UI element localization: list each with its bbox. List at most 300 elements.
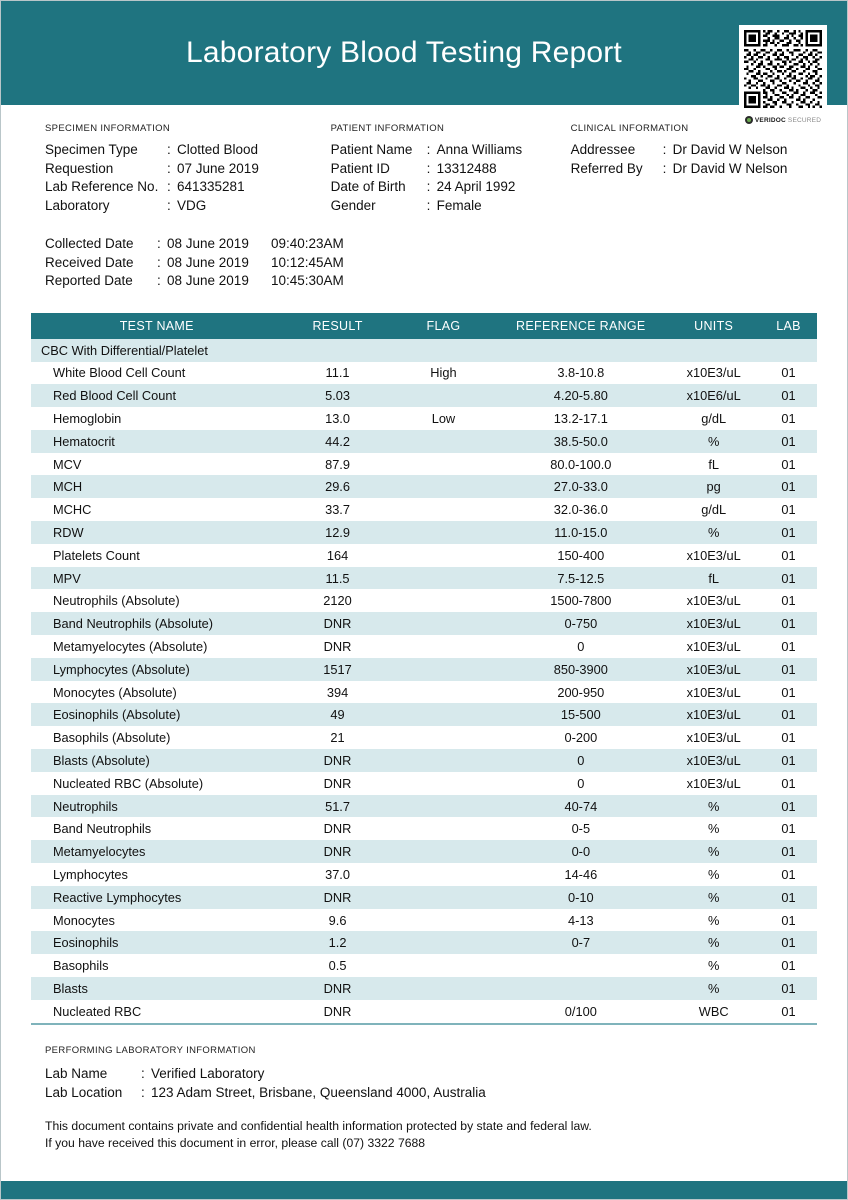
cell-flag	[393, 658, 495, 681]
cell-reference-range: 80.0-100.0	[550, 456, 612, 472]
table-row	[31, 931, 817, 954]
patient-id-row	[331, 160, 571, 179]
cell-reference-range: 0-7	[494, 931, 667, 954]
cell-flag	[393, 703, 495, 726]
cell-test-name: Monocytes	[53, 912, 115, 928]
cell-flag	[393, 430, 495, 453]
column-header-test-name[interactable]: TEST NAME	[31, 313, 283, 339]
date-of-birth-value: 24 April 1992	[436, 179, 516, 194]
cell-result: 51.7	[283, 795, 393, 818]
table-row	[31, 498, 817, 521]
table-row	[31, 475, 817, 498]
reported-date-value	[167, 272, 344, 291]
cell-lab: 01	[781, 410, 796, 426]
table-row	[31, 886, 817, 909]
cell-result: 5.03	[283, 384, 393, 407]
cell-flag	[393, 954, 495, 977]
received-date-row	[45, 254, 803, 273]
table-row	[31, 840, 817, 863]
cell-result: DNR	[283, 612, 393, 635]
cell-reference-range: 15-500	[494, 703, 667, 726]
cell-result: 11.1	[325, 365, 350, 381]
cell-reference-range: 200-950	[557, 684, 605, 700]
table-row	[31, 1000, 817, 1023]
cell-units: %	[667, 521, 760, 544]
cell-units: x10E3/uL	[667, 703, 760, 726]
cell-flag	[393, 726, 495, 749]
laboratory-value: VDG	[177, 197, 207, 213]
colon-separator: :	[167, 160, 171, 176]
cell-test-name: Monocytes (Absolute)	[53, 684, 177, 700]
table-row	[31, 681, 817, 704]
cell-flag	[393, 977, 495, 1000]
cell-units: x10E3/uL	[667, 749, 760, 772]
cell-units: g/dL	[701, 502, 727, 518]
table-row	[31, 453, 817, 476]
cell-reference-range: 850-3900	[494, 658, 667, 681]
cell-reference-range: 38.5-50.0	[494, 430, 667, 453]
cell-units: %	[667, 840, 760, 863]
cell-result: DNR	[283, 749, 393, 772]
cell-result: DNR	[323, 638, 352, 654]
cell-result: 164	[326, 547, 349, 563]
reported-date-key: Reported Date	[45, 273, 133, 288]
cell-test-name: Lymphocytes	[53, 866, 128, 882]
column-header-units[interactable]: UNITS	[667, 313, 760, 339]
cell-lab: 01	[760, 795, 817, 818]
patient-information-block	[331, 123, 571, 215]
collected-date-value	[167, 235, 344, 254]
cell-units: fL	[708, 456, 719, 472]
colon-separator: :	[426, 142, 431, 157]
report-header	[1, 1, 847, 124]
cell-reference-range	[494, 977, 667, 1000]
cell-lab: 01	[760, 384, 817, 407]
laboratory-key: Laboratory	[45, 197, 110, 213]
cell-test-name: Eosinophils	[31, 931, 283, 954]
cell-result: 394	[326, 684, 349, 700]
results-header-row	[31, 313, 817, 339]
cell-flag	[393, 384, 495, 407]
clinical-information-label: CLINICAL INFORMATION	[570, 123, 689, 134]
gender-key: Gender	[330, 197, 376, 213]
date-of-birth-key: Date of Birth	[330, 179, 406, 194]
table-row	[31, 863, 817, 886]
patient-id-key: Patient ID	[330, 160, 390, 176]
cell-flag	[393, 589, 495, 612]
cell-units: x10E3/uL	[667, 658, 760, 681]
cell-test-name: Lymphocytes (Absolute)	[31, 658, 283, 681]
disclaimer-line-2: If you have received this document in error, please call (07) 3322 7688	[45, 1135, 426, 1150]
cell-result: 1517	[283, 658, 393, 681]
cell-result: DNR	[323, 775, 352, 791]
cell-reference-range	[494, 954, 667, 977]
cell-lab: 01	[781, 730, 796, 746]
cell-units: x10E3/uL	[686, 775, 741, 791]
cell-units: x10E3/uL	[686, 684, 741, 700]
gender-row	[331, 197, 571, 216]
cell-test-name: Eosinophils (Absolute)	[31, 703, 283, 726]
cell-lab: 01	[760, 703, 817, 726]
results-table-wrap	[1, 313, 847, 1025]
cell-test-name: Blasts (Absolute)	[31, 749, 283, 772]
cell-reference-range: 32.0-36.0	[553, 502, 608, 518]
cell-reference-range: 0	[577, 775, 585, 791]
qr-code-svg	[744, 30, 822, 108]
cell-units: x10E3/uL	[686, 730, 741, 746]
cell-lab: 01	[760, 840, 817, 863]
cell-units: %	[667, 795, 760, 818]
cell-test-name: MCHC	[53, 502, 92, 518]
cell-lab: 01	[760, 567, 817, 590]
cell-test-name: Metamyelocytes (Absolute)	[53, 638, 208, 654]
addressee-key: Addressee	[570, 142, 636, 157]
cell-reference-range: 0	[494, 749, 667, 772]
cell-test-name: Metamyelocytes	[31, 840, 283, 863]
column-header-result[interactable]: RESULT	[283, 313, 393, 339]
cell-lab: 01	[781, 593, 796, 609]
cell-reference-range: 27.0-33.0	[494, 475, 667, 498]
gender-value: Female	[436, 197, 482, 213]
veridoc-brand-text: VERIDOC	[754, 116, 786, 124]
cell-result: 87.9	[325, 456, 350, 472]
cell-lab: 01	[760, 475, 817, 498]
cell-reference-range: 40-74	[494, 795, 667, 818]
cell-units: fL	[667, 567, 760, 590]
colon-separator: :	[157, 273, 161, 288]
cell-test-name: Basophils (Absolute)	[53, 730, 171, 746]
cell-reference-range: 14-46	[564, 866, 598, 882]
patient-information-label: PATIENT INFORMATION	[330, 123, 445, 134]
cell-reference-range: 11.0-15.0	[494, 521, 667, 544]
cell-lab: 01	[781, 365, 796, 381]
cell-test-name: MPV	[31, 567, 283, 590]
cell-result: 12.9	[283, 521, 393, 544]
veridoc-logo-icon	[745, 116, 753, 124]
cell-flag	[393, 521, 495, 544]
colon-separator: :	[426, 160, 431, 176]
cell-lab: 01	[781, 821, 796, 837]
clinical-information-block	[571, 123, 803, 215]
specimen-information-block	[45, 123, 331, 215]
column-header-flag[interactable]: FLAG	[393, 313, 495, 339]
specimen-type-row	[45, 141, 331, 160]
results-table-head	[31, 313, 817, 339]
cell-result: 33.7	[325, 502, 350, 518]
cell-lab: 01	[781, 456, 796, 472]
cell-test-name: Band Neutrophils	[53, 821, 152, 837]
cell-flag	[393, 544, 495, 567]
performing-laboratory-label: PERFORMING LABORATORY INFORMATION	[45, 1044, 256, 1056]
cell-units: x10E3/uL	[667, 612, 760, 635]
table-row	[31, 658, 817, 681]
cell-reference-range: 4-13	[568, 912, 594, 928]
cell-test-name: RDW	[31, 521, 283, 544]
cell-flag	[393, 475, 495, 498]
collected-date-row	[45, 235, 803, 254]
lab-name-row	[45, 1064, 803, 1083]
cell-flag: Low	[431, 410, 456, 426]
cell-reference-range: 0-10	[494, 886, 667, 909]
information-columns	[45, 123, 803, 215]
colon-separator: :	[167, 179, 171, 194]
table-row	[31, 817, 817, 840]
qr-code-icon[interactable]	[739, 25, 827, 113]
referred-by-value: Dr David W Nelson	[672, 160, 788, 176]
cell-flag	[393, 909, 495, 932]
table-row	[31, 954, 817, 977]
cell-lab: 01	[760, 612, 817, 635]
cell-units: x10E6/uL	[667, 384, 760, 407]
cell-result: 0.5	[328, 958, 347, 974]
cell-reference-range: 150-400	[557, 547, 605, 563]
cell-flag	[393, 498, 495, 521]
cell-test-name: Nucleated RBC	[53, 1003, 142, 1019]
cell-test-name: Blasts	[31, 977, 283, 1000]
date-of-birth-row	[331, 178, 571, 197]
cell-units: pg	[667, 475, 760, 498]
cell-test-name: Hematocrit	[31, 430, 283, 453]
cell-test-name: Red Blood Cell Count	[31, 384, 283, 407]
cell-flag	[393, 749, 495, 772]
table-row	[31, 772, 817, 795]
cell-flag	[393, 453, 495, 476]
cell-result: 1.2	[283, 931, 393, 954]
colon-separator: :	[157, 236, 161, 251]
patient-name-value: Anna Williams	[436, 142, 523, 157]
table-row	[31, 430, 817, 453]
column-header-reference-range[interactable]: REFERENCE RANGE	[494, 313, 667, 339]
specimen-information-label: SPECIMEN INFORMATION	[45, 123, 171, 134]
cell-units: x10E3/uL	[686, 593, 741, 609]
patient-name-key: Patient Name	[330, 142, 413, 157]
table-row	[31, 749, 817, 772]
colon-separator: :	[167, 197, 171, 213]
disclaimer-block	[45, 1118, 803, 1152]
cell-result: DNR	[283, 840, 393, 863]
cell-result: DNR	[283, 977, 393, 1000]
received-date-value	[167, 254, 344, 273]
colon-separator: :	[157, 254, 161, 270]
received-date-key: Received Date	[45, 254, 134, 270]
cell-lab: 01	[781, 866, 796, 882]
cell-result: 13.0	[325, 410, 350, 426]
reported-date-day: 08 June 2019	[167, 273, 249, 288]
cell-test-name: MCV	[53, 456, 82, 472]
table-row	[31, 612, 817, 635]
cell-lab: 01	[760, 886, 817, 909]
cell-lab: 01	[760, 977, 817, 1000]
requestion-row	[45, 160, 331, 179]
cell-lab: 01	[781, 547, 796, 563]
cell-result: 9.6	[328, 912, 347, 928]
collected-date-key: Collected Date	[45, 236, 134, 251]
cell-units: %	[707, 912, 720, 928]
cell-flag	[393, 1000, 495, 1023]
cell-result: 21	[330, 730, 345, 746]
cell-flag	[393, 817, 495, 840]
reported-date-time: 10:45:30AM	[271, 273, 344, 288]
cell-lab: 01	[781, 958, 796, 974]
table-row	[31, 544, 817, 567]
qr-code-block	[737, 25, 829, 124]
cell-test-name: Neutrophils	[31, 795, 283, 818]
table-row	[31, 703, 817, 726]
cell-units: x10E3/uL	[686, 365, 741, 381]
dates-block	[45, 235, 803, 291]
cell-result: DNR	[283, 886, 393, 909]
table-row	[31, 567, 817, 590]
table-row	[31, 909, 817, 932]
cell-reference-range: 3.8-10.8	[557, 365, 605, 381]
cell-result: 37.0	[325, 866, 350, 882]
requestion-value: 07 June 2019	[177, 160, 259, 176]
received-date-day: 08 June 2019	[167, 254, 249, 270]
cell-test-name: MCH	[31, 475, 283, 498]
lab-reference-no-value: 641335281	[177, 179, 245, 194]
cell-units: x10E3/uL	[686, 547, 741, 563]
cell-lab: 01	[781, 638, 796, 654]
addressee-value: Dr David W Nelson	[672, 142, 788, 157]
lab-location-row	[45, 1083, 803, 1102]
cell-units: x10E3/uL	[686, 638, 741, 654]
cell-lab: 01	[760, 931, 817, 954]
cell-units: %	[667, 886, 760, 909]
cell-test-name: Basophils	[53, 958, 109, 974]
table-row	[31, 362, 817, 385]
cell-flag	[393, 795, 495, 818]
colon-separator: :	[662, 142, 667, 157]
table-row	[31, 589, 817, 612]
cell-lab: 01	[781, 684, 796, 700]
lab-name-value: Verified Laboratory	[151, 1065, 265, 1081]
cell-units: %	[707, 866, 720, 882]
colon-separator: :	[426, 197, 431, 213]
cell-lab: 01	[781, 775, 796, 791]
cell-flag	[393, 635, 495, 658]
cell-result: DNR	[323, 1003, 352, 1019]
cell-result: 2120	[323, 593, 352, 609]
lab-location-key: Lab Location	[45, 1084, 123, 1100]
colon-separator: :	[662, 160, 667, 176]
performing-laboratory-block	[1, 1025, 847, 1152]
lab-location-value: 123 Adam Street, Brisbane, Queensland 4000, Australia	[151, 1084, 486, 1100]
page-title: Laboratory Blood Testing Report	[186, 36, 622, 69]
cell-reference-range: 0-200	[564, 730, 598, 746]
group-title: CBC With Differential/Platelet	[31, 339, 817, 362]
addressee-row	[571, 141, 803, 160]
colon-separator: :	[141, 1084, 145, 1100]
cell-units: %	[707, 958, 720, 974]
cell-lab: 01	[781, 502, 796, 518]
cell-flag	[393, 772, 495, 795]
cell-flag: High	[430, 365, 457, 381]
cell-flag	[393, 681, 495, 704]
cell-reference-range: 0-5	[571, 821, 591, 837]
cell-units: %	[707, 821, 720, 837]
colon-separator: :	[167, 142, 171, 157]
cell-units: %	[667, 931, 760, 954]
cell-flag	[393, 567, 495, 590]
cell-result: 11.5	[283, 567, 393, 590]
cell-test-name: Hemoglobin	[53, 410, 122, 426]
cell-result: 49	[283, 703, 393, 726]
results-table-body	[31, 339, 817, 1023]
cell-reference-range: 13.2-17.1	[553, 410, 608, 426]
cell-test-name: White Blood Cell Count	[53, 365, 186, 381]
cell-reference-range: 0/100	[564, 1003, 597, 1019]
lab-name-key: Lab Name	[45, 1065, 108, 1081]
cell-lab: 01	[781, 912, 796, 928]
cell-units: g/dL	[701, 410, 727, 426]
laboratory-row	[45, 197, 331, 216]
footer-accent-bar	[1, 1181, 847, 1199]
table-row	[31, 635, 817, 658]
veridoc-secured-text: SECURED	[787, 116, 822, 124]
cell-result: 44.2	[283, 430, 393, 453]
cell-flag	[393, 863, 495, 886]
specimen-type-value: Clotted Blood	[177, 142, 259, 157]
column-header-lab[interactable]: LAB	[760, 313, 817, 339]
cell-lab: 01	[760, 430, 817, 453]
requestion-key: Requestion	[45, 160, 114, 176]
cell-test-name: Neutrophils (Absolute)	[53, 593, 180, 609]
cell-lab: 01	[760, 521, 817, 544]
specimen-type-key: Specimen Type	[45, 142, 138, 157]
lab-reference-no-key: Lab Reference No.	[45, 179, 159, 194]
referred-by-key: Referred By	[570, 160, 643, 176]
table-row	[31, 407, 817, 430]
cell-test-name: Nucleated RBC (Absolute)	[53, 775, 204, 791]
cell-flag	[393, 886, 495, 909]
patient-id-value: 13312488	[436, 160, 497, 176]
veridoc-secured-badge	[737, 116, 829, 124]
cell-result: 29.6	[283, 475, 393, 498]
collected-date-day: 08 June 2019	[167, 236, 249, 251]
disclaimer-line-1: This document contains private and confidential health information protected by state and federal law.	[45, 1118, 592, 1133]
cell-reference-range: 0-0	[494, 840, 667, 863]
results-table	[31, 313, 817, 1023]
lab-reference-no-row	[45, 178, 331, 197]
cell-test-name: Reactive Lymphocytes	[31, 886, 283, 909]
table-group-row	[31, 339, 817, 362]
table-row	[31, 384, 817, 407]
cell-lab: 01	[781, 1003, 796, 1019]
cell-test-name: Band Neutrophils (Absolute)	[31, 612, 283, 635]
table-row	[31, 726, 817, 749]
referred-by-row	[571, 160, 803, 179]
cell-reference-range: 0-750	[494, 612, 667, 635]
cell-lab: 01	[760, 749, 817, 772]
reported-date-row	[45, 272, 803, 291]
colon-separator: :	[426, 179, 431, 194]
cell-lab: 01	[760, 658, 817, 681]
information-area	[1, 105, 847, 291]
patient-name-row	[331, 141, 571, 160]
table-row	[31, 521, 817, 544]
cell-flag	[393, 612, 495, 635]
collected-date-time: 09:40:23AM	[271, 236, 344, 251]
cell-units: WBC	[698, 1003, 729, 1019]
cell-flag	[393, 840, 495, 863]
table-row	[31, 795, 817, 818]
colon-separator: :	[141, 1065, 145, 1081]
cell-reference-range: 0	[577, 638, 585, 654]
cell-reference-range: 7.5-12.5	[494, 567, 667, 590]
cell-result: DNR	[323, 821, 352, 837]
cell-reference-range: 4.20-5.80	[494, 384, 667, 407]
cell-test-name: Platelets Count	[53, 547, 140, 563]
